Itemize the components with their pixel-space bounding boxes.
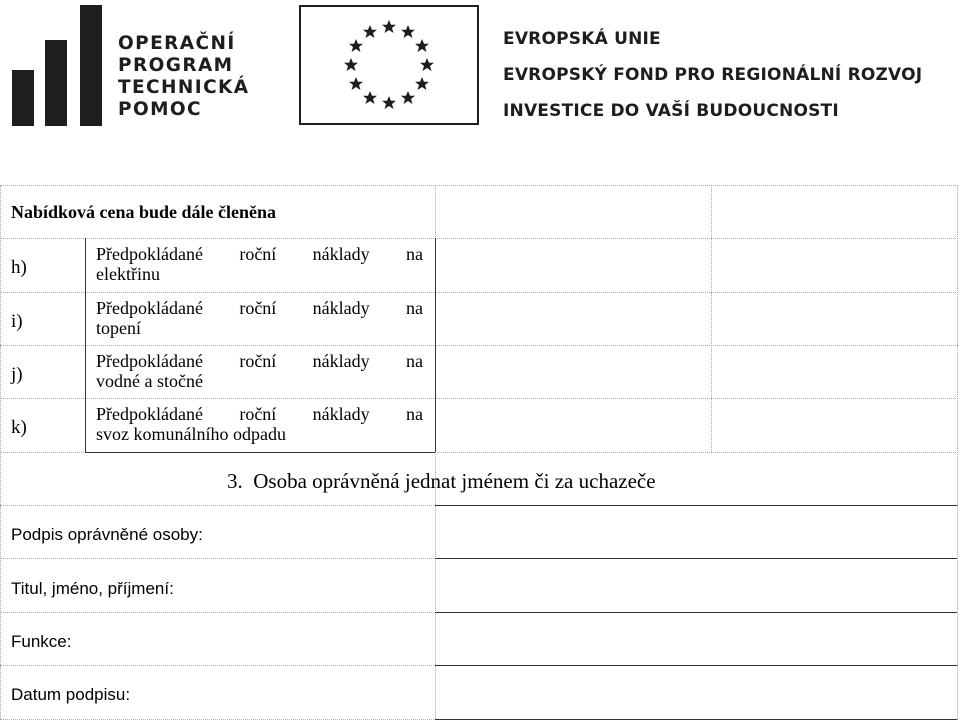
eu-stars-icon: [301, 7, 477, 123]
eu-motto: INVESTICE DO VAŠÍ BUDOUCNOSTI: [503, 101, 839, 121]
op-logo-text: [118, 33, 250, 121]
authorized-person-heading: 3. Osoba oprávněná jednat jménem či za uchazeče: [227, 469, 656, 493]
item-line: Předpokládané roční náklady na: [96, 404, 423, 424]
item-letter: j): [11, 364, 23, 385]
date-field[interactable]: [436, 666, 957, 718]
op-logo-line: POMOC: [118, 99, 202, 120]
field-label: Funkce:: [11, 632, 72, 651]
eu-title: EVROPSKÁ UNIE: [503, 29, 661, 49]
item-line: Předpokládané roční náklady na: [96, 351, 423, 371]
name-field[interactable]: [436, 559, 957, 611]
item-line: Předpokládané roční náklady na: [96, 298, 423, 318]
item-letter: k): [11, 417, 27, 438]
eu-flag: [299, 5, 479, 125]
item-letter: h): [11, 257, 27, 278]
field-label: Titul, jméno, příjmení:: [11, 579, 174, 598]
item-description: [96, 298, 423, 338]
item-line: topení: [96, 318, 141, 338]
op-logo-bar: [45, 40, 67, 126]
price-input-cell[interactable]: [712, 239, 957, 451]
item-description: [96, 351, 423, 391]
field-label: Podpis oprávněné osoby:: [11, 525, 203, 544]
op-logo-line: TECHNICKÁ: [118, 77, 250, 98]
item-line: vodné a stočné: [96, 371, 203, 391]
op-logo-line: OPERAČNÍ: [118, 33, 236, 54]
item-letter: i): [11, 311, 23, 332]
section-title: Nabídková cena bude dále členěna: [11, 202, 277, 222]
op-logo-bar: [80, 5, 102, 126]
item-line: elektřinu: [96, 264, 160, 284]
eu-fund: EVROPSKÝ FOND PRO REGIONÁLNÍ ROZVOJ: [503, 65, 923, 85]
item-line: svoz komunálního odpadu: [96, 424, 286, 444]
op-logo-line: PROGRAM: [118, 55, 234, 76]
field-label: Datum podpisu:: [11, 685, 131, 704]
price-input-cell[interactable]: [436, 239, 711, 451]
item-line: Předpokládané roční náklady na: [96, 244, 423, 264]
item-description: [96, 244, 423, 284]
signature-field[interactable]: [436, 506, 957, 557]
op-logo: [0, 0, 110, 130]
item-description: [96, 404, 423, 444]
op-logo-bar: [12, 70, 34, 126]
function-field[interactable]: [436, 613, 957, 664]
